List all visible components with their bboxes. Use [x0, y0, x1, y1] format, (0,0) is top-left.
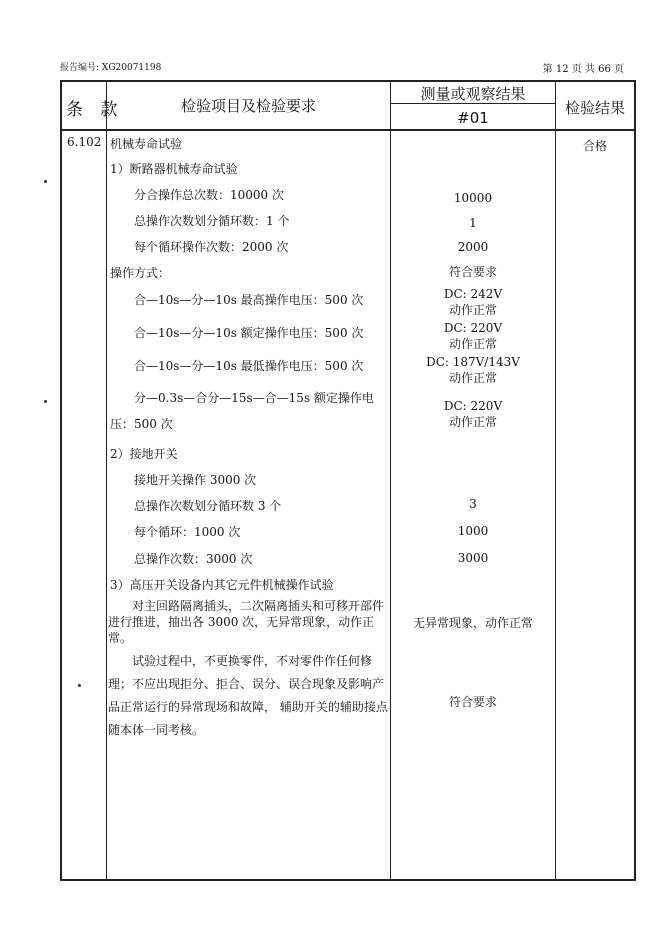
- section-2-heading: 2）接地开关: [110, 447, 178, 461]
- page-info: 第 12 页 共 66 页: [542, 64, 624, 75]
- table-top-border: [60, 80, 636, 82]
- item-operation-mode: 操作方式：: [110, 266, 171, 280]
- result-ops-per-cycle: 2000: [457, 240, 489, 254]
- item-title: 机械寿命试验: [110, 137, 183, 151]
- header-measure: 测量或观察结果: [420, 85, 526, 103]
- report-number: [60, 60, 161, 73]
- result-rated-voltage-status: 动作正常: [448, 337, 497, 351]
- item-earthing-total: 总操作次数：3000 次: [134, 552, 253, 566]
- table-header-bottom-border: [60, 129, 636, 131]
- table-right-border: [634, 80, 636, 881]
- result-earthing-per-cycle: 1000: [457, 524, 489, 538]
- item-max-voltage: 合—10s—分—10s 最高操作电压：500 次: [134, 293, 364, 307]
- result-reclose-status: 动作正常: [448, 415, 497, 429]
- item-min-voltage: 合—10s—分—10s 最低操作电压：500 次: [134, 359, 364, 373]
- scan-dot: [44, 400, 47, 403]
- header-clause: 条 款: [66, 100, 124, 120]
- section-1-heading: 1）断路器机械寿命试验: [110, 162, 238, 176]
- item-rated-voltage: 合—10s—分—10s 额定操作电压：500 次: [134, 326, 364, 340]
- result-reclose-voltage: DC: 220V: [443, 399, 503, 413]
- item-earthing-switch-ops: 接地开关操作 3000 次: [134, 473, 257, 487]
- result-max-voltage: DC: 242V: [443, 287, 503, 301]
- result-rated-voltage: DC: 220V: [443, 321, 503, 335]
- result-max-voltage-status: 动作正常: [448, 303, 497, 317]
- item-ops-per-cycle: 每个循环操作次数：2000 次: [134, 240, 289, 254]
- overall-result: 合格: [582, 139, 607, 153]
- result-cycle-count: 1: [469, 216, 477, 230]
- item-cycle-count: 总操作次数划分循环数：1 个: [134, 214, 290, 228]
- result-total-operations: 10000: [453, 191, 493, 205]
- header-item: 检验项目及检验要求: [180, 97, 316, 115]
- result-min-voltage: DC: 187V/143V: [426, 355, 520, 369]
- item-earthing-per-cycle: 每个循环：1000 次: [134, 525, 241, 539]
- table-left-border: [60, 80, 62, 881]
- report-number-label: 报告编号:: [60, 63, 100, 73]
- item-earthing-cycles: 总操作次数划分循环数 3 个: [134, 499, 282, 513]
- section-3-heading: 3）高压开关设备内其它元件机械操作试验: [110, 578, 334, 592]
- clause-number: 6.102: [67, 135, 102, 149]
- result-operation-mode: 符合要求: [448, 265, 497, 279]
- result-earthing-cycles: 3: [469, 497, 477, 511]
- item-reclose-sequence-line2: 压：500 次: [110, 417, 173, 431]
- header-sample-01: #01: [457, 109, 489, 127]
- result-earthing-total: 3000: [457, 551, 489, 565]
- paragraph-test-conditions: 试验过程中，不更换零件，不对零件作任何修理；不应出现拒分、拒合、误分、误合现象及影响产品正常运行的异常现场和故障， 辅助开关的辅助接点随本体一同考核。: [108, 654, 388, 737]
- paragraph-isolating-plugs: 对主回路隔离插头，二次隔离插头和可移开部件进行推进，抽出各 3000 次，无异常现象，动作正常。: [108, 599, 385, 645]
- col-divider-1: [106, 80, 107, 881]
- scan-dot: [78, 684, 81, 687]
- report-number-value: XG20071198: [101, 63, 162, 73]
- item-total-operations: 分合操作总次数：10000 次: [134, 188, 284, 202]
- result-isolating-plugs: 无异常现象，动作正常: [412, 616, 533, 630]
- result-min-voltage-status: 动作正常: [448, 371, 497, 385]
- item-reclose-sequence-line1: 分—0.3s—合分—15s—合—15s 额定操作电: [134, 391, 374, 405]
- result-test-conditions: 符合要求: [448, 695, 497, 709]
- col-divider-3: [555, 80, 556, 881]
- scan-dot: [44, 180, 47, 183]
- table-bottom-border: [60, 879, 636, 881]
- header-result: 检验结果: [564, 99, 625, 117]
